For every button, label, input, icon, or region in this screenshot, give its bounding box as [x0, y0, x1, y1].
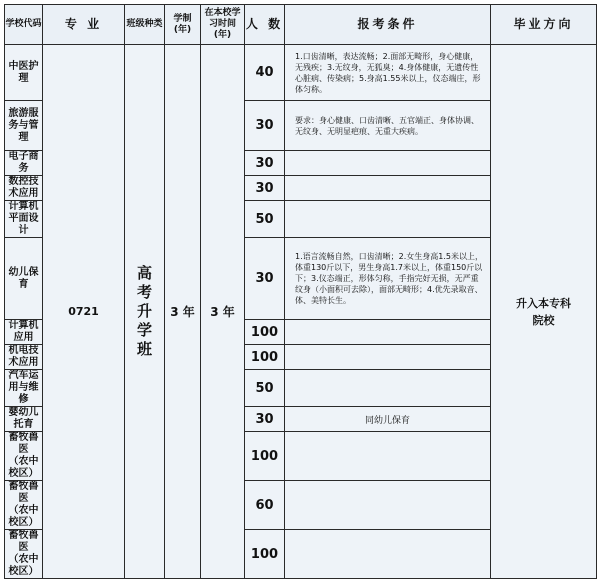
count-cell: 100	[245, 530, 285, 579]
count-cell: 30	[245, 101, 285, 151]
count-cell: 100	[245, 345, 285, 370]
header-class-type: 班级种类	[125, 5, 165, 45]
major-cell: 计算机平面设计	[5, 201, 43, 238]
count-cell: 50	[245, 370, 285, 407]
count-cell: 30	[245, 151, 285, 176]
direction-text: 升入本专科院校	[516, 296, 571, 327]
major-cell: 畜牧兽医 （农中校区）	[5, 481, 43, 530]
header-count: 人 数	[245, 5, 285, 45]
study-time-cell: 3 年	[201, 45, 245, 579]
school-code-cell: 0721	[43, 45, 125, 579]
class-type-text: 高考升学班	[136, 264, 152, 358]
requirement-cell: 1.口齿清晰，表达流畅；2.面部无畸形，身心健康，无残疾；3.无纹身，无狐臭；4.身体健康，无遗传性心脏病、传染病；5.身高1.55米以上，仪态端庄，形体匀称。	[285, 45, 491, 101]
table-row	[5, 45, 597, 101]
major-cell: 电子商务	[5, 151, 43, 176]
admission-table	[4, 4, 597, 579]
admission-table-container	[4, 4, 597, 579]
duration-cell: 3 年	[165, 45, 201, 579]
requirement-cell	[285, 151, 491, 176]
header-study-time: 在本校学习时间(年)	[201, 5, 245, 45]
count-cell: 40	[245, 45, 285, 101]
requirement-cell	[285, 345, 491, 370]
header-major: 专 业	[43, 5, 125, 45]
major-cell: 畜牧兽医 （农中校区）	[5, 530, 43, 579]
count-cell: 100	[245, 320, 285, 345]
header-school-code: 学校代码	[5, 5, 43, 45]
count-cell: 30	[245, 407, 285, 432]
requirement-cell	[285, 320, 491, 345]
direction-cell	[491, 45, 597, 579]
major-cell: 中医护理	[5, 45, 43, 101]
requirement-cell	[285, 432, 491, 481]
header-requirements: 报考条件	[285, 5, 491, 45]
major-cell: 计算机应用	[5, 320, 43, 345]
header-duration: 学制(年)	[165, 5, 201, 45]
requirement-cell	[285, 176, 491, 201]
count-cell: 30	[245, 176, 285, 201]
major-cell: 畜牧兽医 （农中校区）	[5, 432, 43, 481]
major-cell: 婴幼儿托育	[5, 407, 43, 432]
count-cell: 50	[245, 201, 285, 238]
major-cell: 机电技术应用	[5, 345, 43, 370]
requirement-cell: 要求：身心健康、口齿清晰、五官端正、身体协调、无纹身、无明显疤痕、无重大疾病。	[285, 101, 491, 151]
major-cell: 数控技术应用	[5, 176, 43, 201]
class-type-cell	[125, 45, 165, 579]
count-cell: 60	[245, 481, 285, 530]
major-cell: 汽车运用与维修	[5, 370, 43, 407]
header-direction: 毕业方向	[491, 5, 597, 45]
requirement-cell	[285, 201, 491, 238]
requirement-cell	[285, 370, 491, 407]
requirement-cell: 1.语言流畅自然，口齿清晰；2.女生身高1.5米以上，体重130斤以下，男生身高1.7米以上，体重150斤以下；3.仪态端正，形体匀称，手指完好无损，无严重纹身（小面积可去除），面部无畸形；4.优先录取音、体、美特长生。	[285, 238, 491, 320]
major-cell: 旅游服务与管理	[5, 101, 43, 151]
count-cell: 100	[245, 432, 285, 481]
major-cell: 幼儿保育	[5, 238, 43, 320]
count-cell: 30	[245, 238, 285, 320]
requirement-cell	[285, 481, 491, 530]
header-row	[5, 5, 597, 45]
requirement-cell: 同幼儿保育	[285, 407, 491, 432]
